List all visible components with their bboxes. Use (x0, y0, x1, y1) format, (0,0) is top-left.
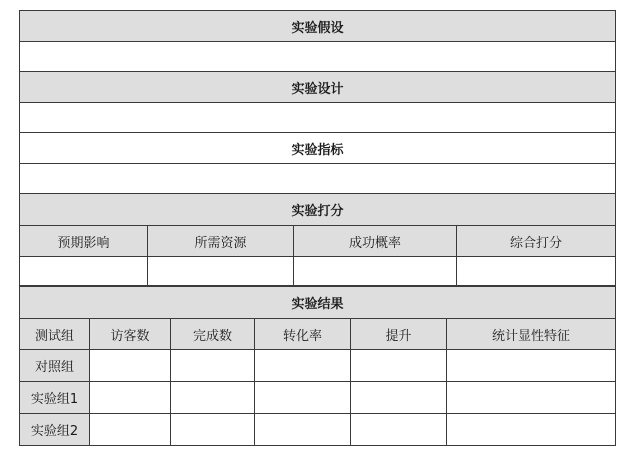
results-col-significance: 统计显性特征 (447, 319, 615, 349)
table-cell[interactable] (351, 350, 447, 381)
results-col-lift: 提升 (351, 319, 447, 349)
scoring-probability-value[interactable] (294, 257, 457, 285)
results-col-group: 测试组 (20, 319, 90, 349)
scoring-impact-value[interactable] (20, 257, 148, 285)
table-cell[interactable] (351, 414, 447, 445)
scoring-values-row (19, 257, 616, 286)
scoring-col-probability: 成功概率 (294, 226, 457, 256)
results-col-visitors: 访客数 (90, 319, 171, 349)
scoring-col-resources: 所需资源 (148, 226, 294, 256)
table-cell[interactable] (255, 414, 351, 445)
table-cell[interactable] (255, 350, 351, 381)
scoring-col-overall: 综合打分 (457, 226, 615, 256)
scoring-header (19, 194, 616, 226)
results-row-label: 实验组1 (20, 382, 90, 413)
design-content[interactable] (19, 103, 616, 133)
scoring-title: 实验打分 (291, 204, 344, 219)
table-cell[interactable] (90, 414, 171, 445)
table-cell[interactable] (255, 382, 351, 413)
table-cell[interactable] (447, 382, 615, 413)
table-row (19, 350, 616, 382)
table-cell[interactable] (90, 382, 171, 413)
results-row-label: 实验组2 (20, 414, 90, 445)
design-title: 实验设计 (291, 81, 344, 97)
scoring-column-headers (19, 226, 616, 257)
results-row-label: 对照组 (20, 350, 90, 381)
results-col-completions: 完成数 (171, 319, 255, 349)
table-cell[interactable] (171, 414, 255, 445)
results-column-headers (19, 319, 616, 350)
table-cell[interactable] (447, 414, 615, 445)
results-col-conversion: 转化率 (255, 319, 351, 349)
table-cell[interactable] (171, 382, 255, 413)
metrics-title: 实验指标 (291, 142, 344, 158)
scoring-overall-value[interactable] (457, 257, 615, 285)
table-cell[interactable] (447, 350, 615, 381)
metrics-content[interactable] (19, 164, 616, 194)
experiment-sheet (19, 10, 616, 446)
scoring-col-impact: 预期影响 (20, 226, 148, 256)
scoring-resources-value[interactable] (148, 257, 294, 285)
hypothesis-header (19, 10, 616, 42)
hypothesis-title: 实验假设 (291, 20, 344, 36)
table-row (19, 382, 616, 414)
hypothesis-content[interactable] (19, 42, 616, 72)
table-cell[interactable] (351, 382, 447, 413)
table-row (19, 414, 616, 446)
table-cell[interactable] (171, 350, 255, 381)
design-header (19, 72, 616, 103)
results-title: 实验结果 (291, 297, 344, 312)
results-header (19, 286, 616, 319)
metrics-header (19, 133, 616, 164)
table-cell[interactable] (90, 350, 171, 381)
